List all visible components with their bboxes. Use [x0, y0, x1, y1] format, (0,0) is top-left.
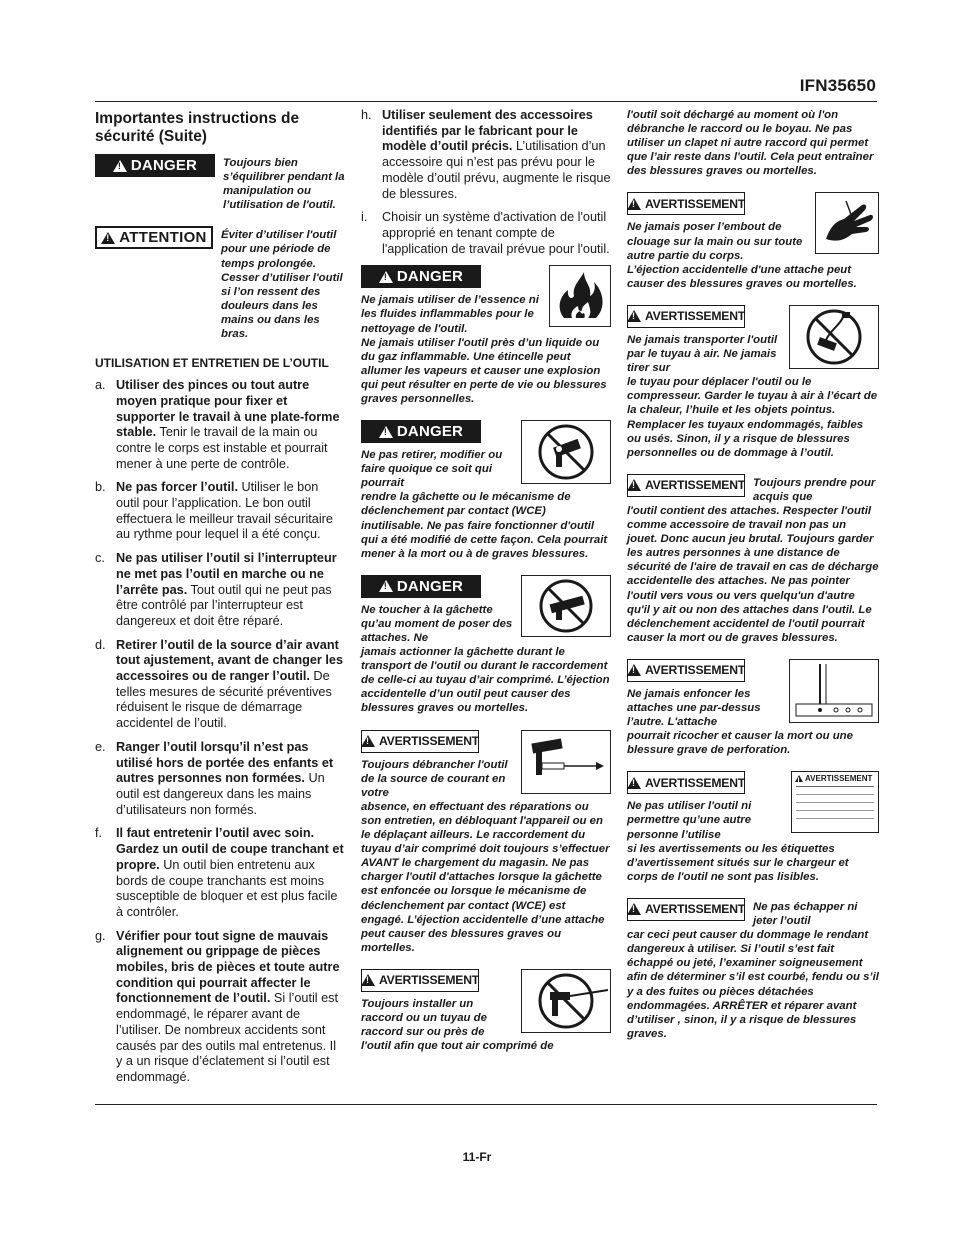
attention-prolonged-warning — [95, 226, 345, 341]
warning-triangle-icon — [627, 310, 641, 322]
hand-icon — [815, 192, 879, 254]
avertissement-badge: ! AVERTISSEMENT — [627, 659, 745, 682]
danger-badge: ! DANGER — [361, 420, 481, 443]
avert-disconnect-warning — [361, 730, 611, 955]
avert-carry-warning — [627, 305, 879, 460]
warning-text: Toujours bien s’équilibrer pendant la manipulation ou l’utilisation de l'outil. — [223, 157, 345, 212]
subsection-heading: UTILISATION ET ENTRETIEN DE L’OUTIL — [95, 356, 329, 371]
warning-triangle-icon — [101, 232, 115, 244]
avert-coupling-warning — [361, 969, 611, 1053]
stacked-fasteners-icon — [789, 659, 879, 723]
warning-text: L’éjection accidentelle d'une attache peut causer des blessures graves ou mortelles. — [627, 263, 857, 290]
avert-labels-warning — [627, 771, 879, 884]
danger-fuel-warning — [361, 265, 611, 406]
list-item: b. Ne pas forcer l’outil. Utiliser le bon outil pour l’application. Le bon outil effectuera le meilleur travail sécuritaire au rythme pour lequel il a été conçu. — [95, 480, 333, 542]
warning-text: absence, en effectuant des réparations ou son entretien, en débloquant l'appareil ou en le déplaçant ailleurs. Le raccordement du tuyau d’air comprimé doit toujours s’effectuer AVANT le chargement du magasin. Ne pas charger l'outil d'attaches lorsque la gâchette est enfoncée ou lorsque le mécanisme de déclenchement par contact (WCE) est engagé. L’éjection accidentelle d’une attache peut causer des blessures graves ou mortelles. — [361, 800, 610, 954]
warning-triangle-icon — [361, 735, 375, 747]
warning-triangle-icon — [627, 198, 641, 210]
warning-triangle-icon — [113, 160, 127, 172]
no-modify-icon — [521, 420, 611, 484]
avertissement-badge: ! AVERTISSEMENT — [627, 305, 745, 328]
warning-text: Ne toucher à la gâchette qu’au moment de poser des attaches. Ne — [361, 603, 513, 645]
list-item: g. Vérifier pour tout signe de mauvais alignement ou grippage de pièces mobiles, bris de pièces et toute autre condition qui pourrait affecter le fonctionnement de l’outil. Si l’outil est endommagé, le réparer avant de l’utiliser. De nombreux accidents sont causés par des outils mal entretenus. Il y a un risque d’éclatement si l’outil est endommagé. — [95, 928, 340, 1084]
danger-badge: ! DANGER — [95, 154, 215, 177]
warning-text: Toujours prendre pour acquis que — [753, 476, 876, 503]
avert-drop-warning — [627, 898, 879, 1041]
avertissement-badge: ! AVERTISSEMENT — [361, 730, 479, 753]
danger-balance-warning — [95, 154, 345, 212]
footer-divider — [95, 1104, 877, 1105]
warning-text: si les avertissements ou les étiquettes d’avertissement situés sur le chargeur et corps de l'outil ne sont pas lisibles. — [627, 842, 849, 883]
warning-text: Ne jamais poser l’embout de clouage sur la main ou sur toute autre partie du corps. — [627, 221, 803, 262]
warning-text: car ceci peut causer du dommage le rendant dangereux à utiliser. Si l’outil s’est fait échappé ou jeté, l’examiner soigneusement afin de déterminer s’il est courbé, fendu ou s’il y a des fuites ou pièces détachées endommagées. ARRÊTER et réparer avant d’utiliser , sinon, il y a risque de blessures graves. — [627, 929, 879, 1040]
list-item: c. Ne pas utiliser l’outil si l’interrupteur ne met pas l’outil en marche ou ne l’arrête pas. Tout outil qui ne peut pas être contrôlé par l’interrupteur est dangereux et doit être réparé. — [95, 551, 337, 628]
warning-text: Ne jamais utiliser de l’essence ni les fluides inflammables pour le nettoyage de l'outil. — [361, 294, 539, 335]
avert-toy-warning — [627, 474, 879, 645]
avertissement-badge: ! AVERTISSEMENT — [627, 898, 745, 921]
disconnect-icon — [521, 730, 611, 794]
warning-text: l'outil soit déchargé au moment où l'on débranche le raccord ou le boyau. Ne pas utiliser un clapet ni autre raccord qui permet que l’air reste dans l'outil. Cela peut entraîner des blessures graves ou mortelles. — [627, 109, 874, 178]
no-trigger-icon — [521, 575, 611, 637]
column-3 — [627, 108, 879, 1055]
maintenance-list-cont — [361, 108, 611, 257]
warning-text: Ne jamais utiliser l'outil près d’un liquide ou du gaz inflammable. Une étincelle peut allumer les vapeurs et causer une explosion qui peut résulter en perte de vie ou blessures graves personnelles. — [361, 336, 607, 405]
warning-text: Toujours installer un raccord ou un tuyau de raccord sur ou près de — [361, 997, 487, 1039]
list-item: a. Utiliser des pinces ou tout autre moyen pratique pour fixer et supporter le travail à une plate-forme stable. Tenir le travail de la main ou contre le corps est instable et pourrait mener à une perte de contrôle. — [95, 378, 340, 471]
warning-triangle-icon — [379, 580, 393, 592]
warning-label-icon — [791, 771, 879, 833]
warning-triangle-icon — [627, 479, 641, 491]
avertissement-badge: ! AVERTISSEMENT — [627, 192, 745, 215]
warning-text: Éviter d’utiliser l'outil pour une période de temps prolongée. Cesser d’utiliser l'outil si l’on ressent des douleurs dans les mains ou dans les bras. — [221, 229, 343, 341]
no-coupling-icon — [521, 969, 611, 1033]
avert-hand-warning — [627, 192, 879, 290]
list-item: i. Choisir un système d'activation de l'outil approprié en tenant compte de l'application de travail prévue pour l'outil. — [361, 210, 610, 256]
attention-badge: ! ATTENTION — [95, 226, 213, 249]
warning-triangle-icon — [379, 426, 393, 438]
warning-triangle-icon — [627, 903, 641, 915]
no-carry-hose-icon — [789, 305, 879, 369]
list-item: f. Il faut entretenir l’outil avec soin. Gardez un outil de coupe tranchant et propre. Un outil bien entretenu aux bords de coupe tranchants est moins susceptible de bloquer et est plus facile à contrôler. — [95, 826, 344, 919]
column-1 — [95, 108, 345, 1094]
section-title: Importantes instructions de sécurité (Suite) — [95, 110, 300, 145]
coupling-continuation — [627, 108, 879, 178]
warning-text: Ne jamais enfoncer les attaches une par-dessus l’autre. L'attache — [627, 687, 761, 729]
list-item: e. Ranger l’outil lorsqu’il n’est pas utilisé hors de portée des enfants et autres personnes non formées. Un outil est dangereux dans les mains d’utilisateurs non formés. — [95, 739, 334, 817]
flame-icon — [549, 265, 611, 327]
avertissement-badge: ! AVERTISSEMENT — [627, 474, 745, 497]
warning-triangle-icon — [627, 777, 641, 789]
danger-badge: ! DANGER — [361, 265, 481, 288]
avert-stack-warning — [627, 659, 879, 757]
warning-text: l'outil contient des attaches. Respecter l'outil comme accessoire de travail non pas un jouet. Donc aucun jeu brutal. Toujours garder les autres personnes à une distance de sécurité de l'aire de travail en cas de décharge accidentelle des attaches. Ne pas pointer l'outil vers vous ou vers quelqu'un d'autre qu'il y ait ou non des attaches dans l'outil. Le déclenchement accidentel de l'outil pourrait causer la mort ou de graves blessures. — [627, 504, 879, 644]
warning-text: rendre la gâchette ou le mécanisme de déclenchement par contact (WCE) inutilisable. Ne pas faire fonctionner d'outil qui a été modifié de cette façon. Cela pourrait mener à la mort ou à de graves blessures. — [361, 491, 608, 560]
danger-badge: ! DANGER — [361, 575, 481, 598]
warning-text: Ne pas échapper ni jeter l’outil — [753, 900, 858, 928]
list-item: d. Retirer l’outil de la source d’air avant tout ajustement, avant de changer les accessoires ou de ranger l’outil. De telles mesures de sécurité préventives réduisent le risque de démarrage accidentel de l’outil. — [95, 637, 344, 731]
warning-triangle-icon — [379, 271, 393, 283]
page-number: 11-Fr — [462, 1150, 492, 1164]
model-number: IFN35650 — [799, 76, 876, 95]
warning-text: Ne pas retirer, modifier ou faire quoique ce soit qui pourrait — [361, 449, 503, 490]
avertissement-badge: ! AVERTISSEMENT — [361, 969, 479, 992]
warning-text: l'outil afin que tout air comprimé de — [361, 1040, 554, 1053]
warning-text: Toujours débrancher l'outil de la source de courant en votre — [361, 758, 508, 799]
warning-text: le tuyau pour déplacer l'outil ou le compresseur. Garder le tuyau à air à l’écart de la chaleur, l’huile et les objets pointus. Remplacer les tuyaux endommagés, faibles ou usés. Sinon, il y a risque de blessures personnelles ou de dommage à l’outil. — [627, 376, 878, 459]
danger-trigger-warning — [361, 575, 611, 716]
warning-text: pourrait ricocher et causer la mort ou une blessure grave de perforation. — [627, 730, 853, 757]
warning-text: Ne pas utiliser l'outil ni permettre qu’une autre personne l’utilise — [627, 800, 752, 841]
warning-triangle-icon — [361, 974, 375, 986]
warning-triangle-icon — [627, 664, 641, 676]
maintenance-list — [95, 378, 345, 1086]
warning-text: Ne jamais transporter l'outil par le tuyau à air. Ne jamais tirer sur — [627, 333, 778, 375]
danger-modify-warning — [361, 420, 611, 561]
avertissement-badge: ! AVERTISSEMENT — [627, 771, 745, 794]
header-divider — [95, 101, 877, 102]
column-2 — [361, 108, 611, 1067]
label-pictogram-title: ! AVERTISSEMENT — [792, 772, 878, 785]
warning-text: jamais actionner la gâchette durant le transport de l'outil ou durant le raccordement de celle-ci au tuyau d’air comprimé. L’éjection accidentelle d’un outil peut causer des blessures graves ou mortelles. — [361, 646, 610, 715]
list-item: h. Utiliser seulement des accessoires identifiés par le fabricant pour le modèle d’outil précis. L’utilisation d’un accessoire qui n’est pas prévu pour le modèle d’outil prévu, augmente le risque de blessures. — [361, 108, 611, 201]
